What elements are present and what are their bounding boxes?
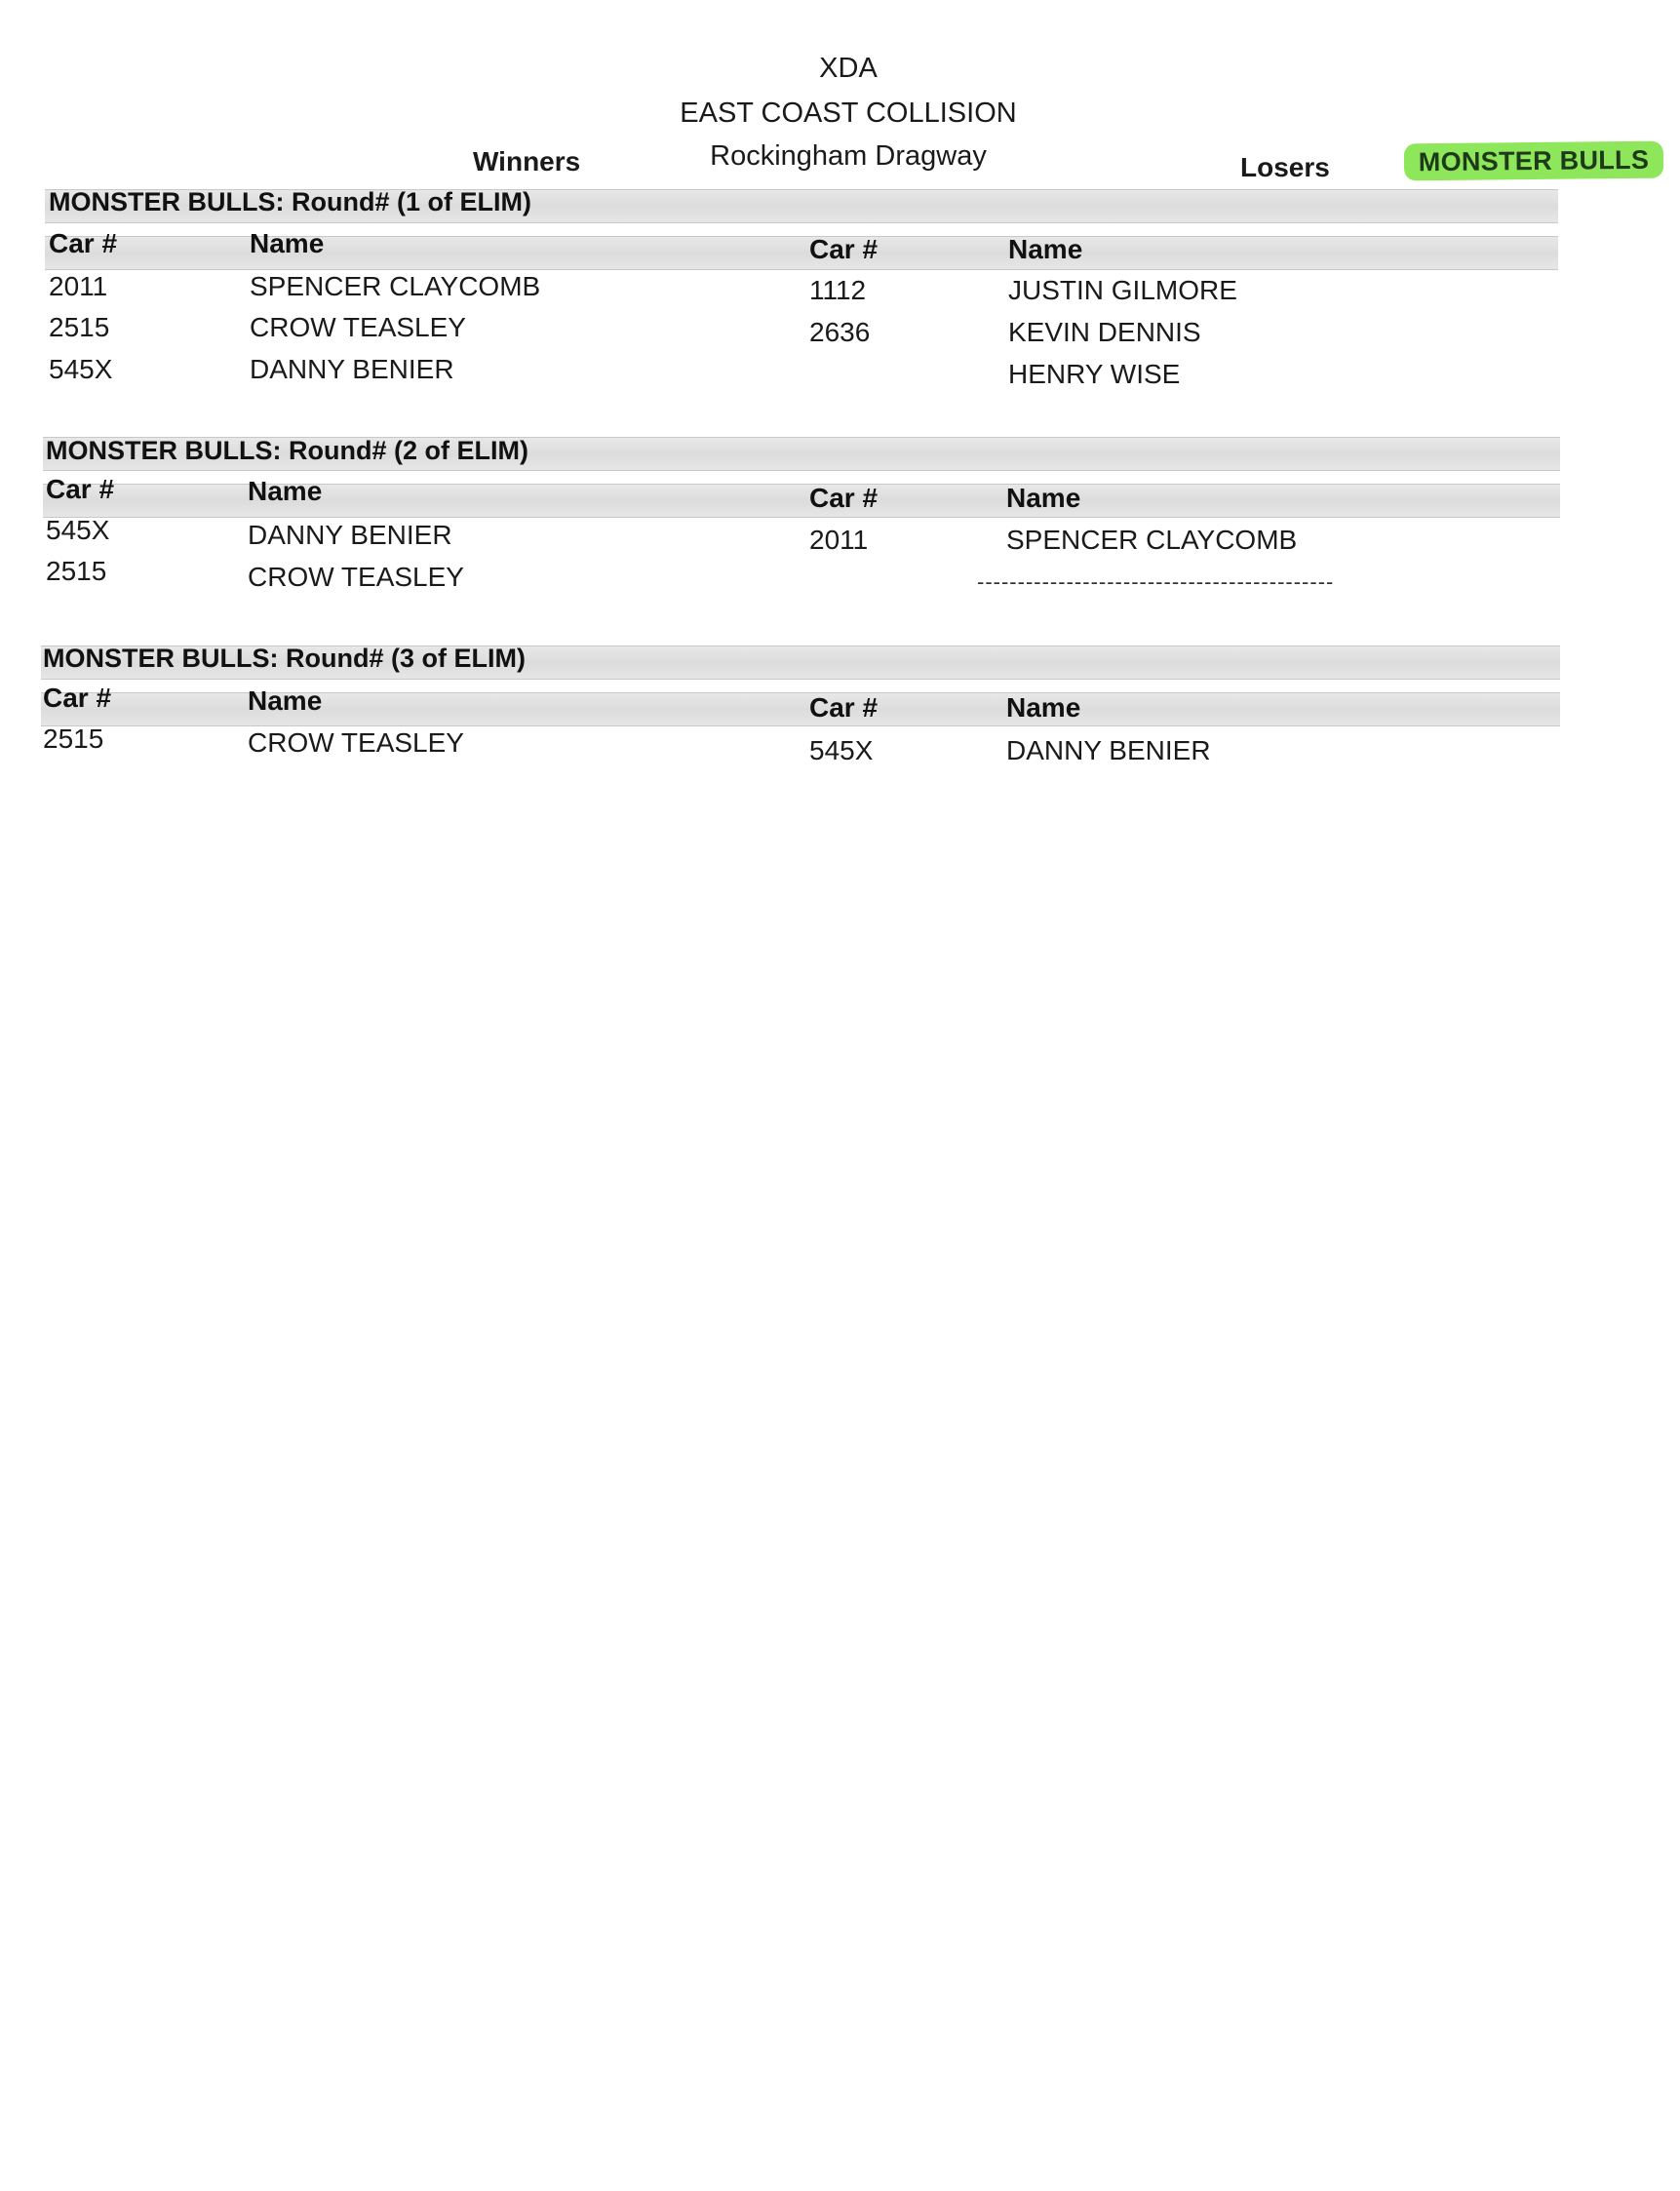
loser-car-number: 2011 bbox=[809, 525, 869, 555]
winner-name: DANNY BENIER bbox=[248, 520, 452, 550]
loser-name: DANNY BENIER bbox=[1006, 735, 1211, 765]
loser-car-number: 2636 bbox=[809, 317, 871, 347]
winner-car-number: 2011 bbox=[49, 271, 108, 301]
winners-car-header: Car # bbox=[46, 474, 115, 504]
class-highlight-tag: MONSTER BULLS bbox=[1404, 141, 1663, 181]
winners-car-header: Car # bbox=[43, 683, 112, 713]
loser-name: JUSTIN GILMORE bbox=[1008, 275, 1237, 305]
winner-name: SPENCER CLAYCOMB bbox=[250, 271, 541, 301]
losers-name-header: Name bbox=[1006, 483, 1081, 513]
winner-name: CROW TEASLEY bbox=[250, 312, 466, 342]
round-title: MONSTER BULLS: Round# (1 of ELIM) bbox=[49, 187, 531, 216]
winner-car-number: 545X bbox=[49, 354, 113, 384]
winners-car-header: Car # bbox=[49, 228, 118, 258]
winner-car-number: 2515 bbox=[43, 724, 104, 754]
winner-car-number: 2515 bbox=[49, 312, 110, 342]
empty-slot-dash-line: -------------------------------------------- bbox=[977, 569, 1335, 594]
winners-label: Winners bbox=[473, 146, 581, 176]
losers-label: Losers bbox=[1240, 152, 1330, 182]
event-series-title: XDA bbox=[819, 53, 878, 84]
event-sponsor-title: EAST COAST COLLISION bbox=[680, 98, 1017, 129]
losers-name-header: Name bbox=[1008, 234, 1083, 264]
winner-name: CROW TEASLEY bbox=[248, 562, 464, 592]
loser-name: HENRY WISE bbox=[1008, 359, 1181, 389]
loser-car-number: 545X bbox=[809, 735, 874, 765]
round-title: MONSTER BULLS: Round# (3 of ELIM) bbox=[43, 644, 526, 673]
winners-name-header: Name bbox=[248, 685, 323, 716]
winner-car-number: 2515 bbox=[46, 556, 107, 586]
event-venue-title: Rockingham Dragway bbox=[710, 140, 987, 172]
losers-car-header: Car # bbox=[809, 483, 879, 513]
losers-car-header: Car # bbox=[809, 234, 879, 264]
winners-name-header: Name bbox=[250, 228, 325, 258]
round-title: MONSTER BULLS: Round# (2 of ELIM) bbox=[46, 436, 528, 465]
loser-car-number: 1112 bbox=[809, 275, 867, 305]
losers-car-header: Car # bbox=[809, 692, 879, 723]
winner-name: DANNY BENIER bbox=[250, 354, 454, 384]
winner-car-number: 545X bbox=[46, 515, 110, 545]
losers-name-header: Name bbox=[1006, 692, 1081, 723]
winners-name-header: Name bbox=[248, 476, 323, 506]
loser-name: KEVIN DENNIS bbox=[1008, 317, 1201, 347]
loser-name: SPENCER CLAYCOMB bbox=[1006, 525, 1298, 555]
winner-name: CROW TEASLEY bbox=[248, 727, 464, 758]
